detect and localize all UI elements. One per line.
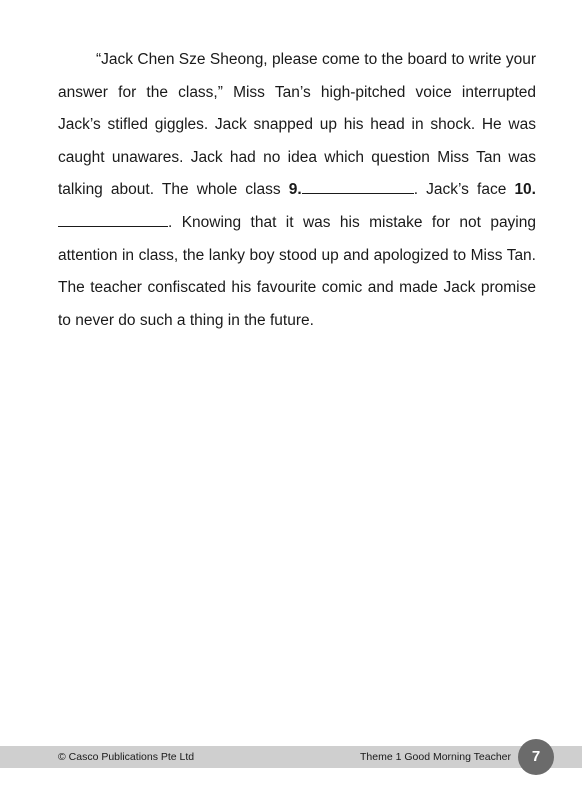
answer-blank-10[interactable] [58, 214, 168, 227]
page-number-badge: 7 [518, 739, 554, 775]
passage-text-part-3: . Knowing that it was his mistake for not paying attention in class, the lanky boy stood up and apologized to Miss Tan. The teacher confiscated his favourite comic and made Jack promise to never do such a thing in the future. [58, 213, 536, 329]
passage-text-part-1: “Jack Chen Sze Sheong, please come to the board to write your answer for the class,” Miss Tan’s high-pitched voice interrupted Jack’s stifled giggles. Jack snapped up his head in shock. He was caught unawares. Jack had no idea which question Miss Tan was talking about. The whole class [58, 51, 536, 199]
page-footer [0, 746, 582, 768]
question-10-number: 10. [514, 181, 536, 199]
answer-blank-9[interactable] [302, 181, 414, 194]
story-passage [58, 44, 536, 337]
question-9-number: 9. [288, 181, 302, 199]
theme-title: Theme 1 Good Morning Teacher [360, 751, 511, 763]
passage-text-part-2: . Jack’s face [413, 181, 515, 199]
copyright-notice: © Casco Publications Pte Ltd [58, 751, 195, 763]
